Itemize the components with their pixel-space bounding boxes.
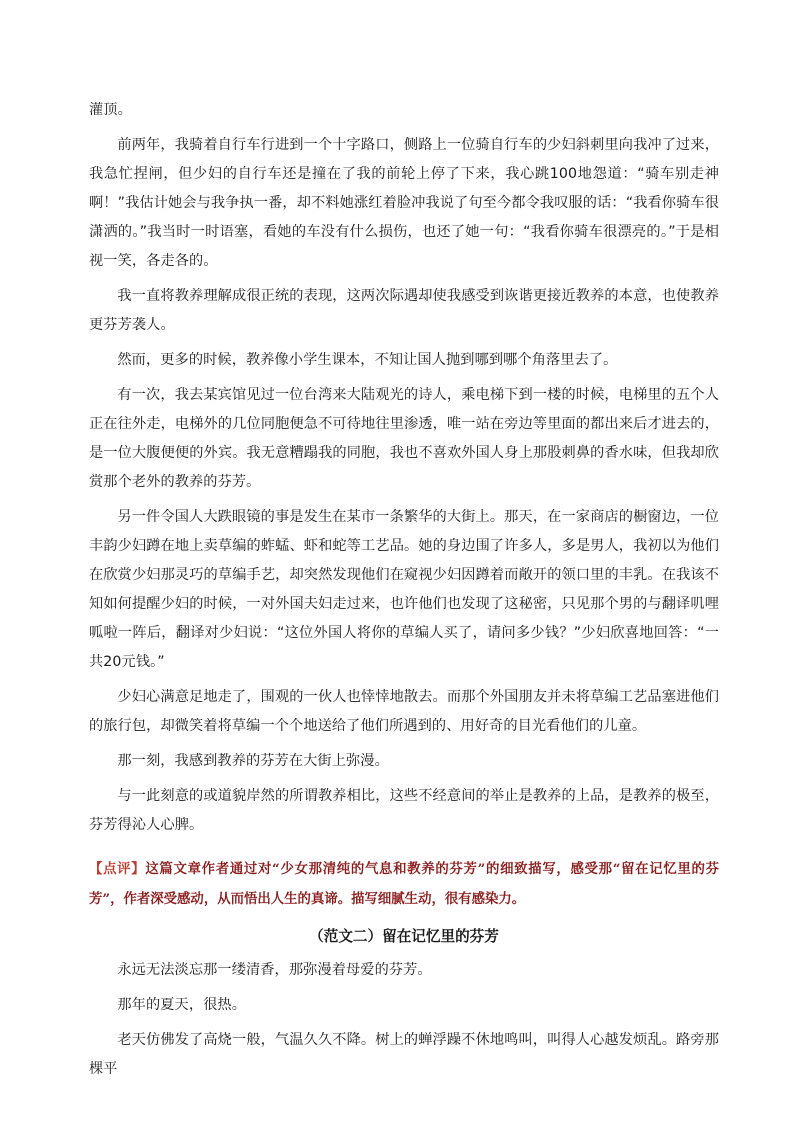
paragraph: 灌顶。 — [89, 102, 132, 118]
paragraph: 有一次，我去某宾馆见过一位台湾来大陆观光的诗人，乘电梯下到一楼的时候，电梯里的五个人正在往外走，电梯外的几位同胞便急不可待地往里渗透，唯一站在旁边等里面的都出来后才进去的，是一位大腹便便的外宾。我无意糟蹋我的同胞，我也不喜欢外国人身上那股刺鼻的香水味，但我却欣赏那个老外的教养的芬芳。 — [89, 387, 719, 490]
comment-tag: 【点评】 — [89, 861, 146, 877]
paragraph: 那年的夏天，很热。 — [117, 997, 246, 1013]
document-body — [89, 96, 719, 1090]
essay-two — [89, 956, 719, 1084]
comment-text: 这篇文章作者通过对“少女那清纯的气息和教养的芬芳”的细致描写，感受那“留在记忆里的芬芳”，作者深受感动，从而悟出人生的真谛。描写细腻生动，很有感染力。 — [89, 861, 719, 907]
paragraph: 我一直将教养理解成很正统的表现，这两次际遇却使我感受到诙谐更接近教养的本意，也使教养更芬芳袭人。 — [89, 288, 719, 333]
paragraph: 永远无法淡忘那一缕清香，那弥漫着母爱的芬芳。 — [117, 962, 432, 978]
paragraph: 少妇心满意足地走了，围观的一伙人也悻悻地散去。而那个外国朋友并未将草编工艺品塞进他们的旅行包，却微笑着将草编一个个地送给了他们所遇到的、用好奇的目光看他们的儿童。 — [89, 689, 719, 734]
paragraph: 老天仿佛发了高烧一般，气温久久不降。树上的蝉浮躁不休地鸣叫，叫得人心越发烦乱。路旁那棵平 — [89, 1032, 719, 1077]
essay-one-continued — [89, 96, 719, 840]
paragraph: 那一刻，我感到教养的芬芳在大街上弥漫。 — [117, 753, 389, 769]
paragraph: 另一件令国人大跌眼镜的事是发生在某市一条繁华的大街上。那天，在一家商店的橱窗边，一位丰韵少妇蹲在地上卖草编的蚱蜢、虾和蛇等工艺品。她的身边围了许多人，多是男人，我初以为他们在欣赏少妇那灵巧的草编手艺，却突然发现他们在窥视少妇因蹲着而敞开的领口里的丰乳。在我该不知如何提醒少妇的时候，一对外国夫妇走过来，也许他们也发现了这秘密，只见那个男的与翻译叽哩呱啦一阵后，翻译对少妇说：“这位外国人将你的草编人买了，请问多少钱？”少妇欣喜地回答：“一共20元钱。” — [89, 509, 719, 670]
paragraph: 然而，更多的时候，教养像小学生课本，不知让国人抛到哪到哪个角落里去了。 — [117, 352, 618, 368]
section-title: （范文二）留在记忆里的芬芳 — [309, 928, 499, 945]
review-comment — [89, 854, 719, 914]
paragraph: 前两年，我骑着自行车行进到一个十字路口，侧路上一位骑自行车的少妇斜刺里向我冲了过来，我急忙捏闸，但少妇的自行车还是撞在了我的前轮上停了下来，我心跳100地怨道：“骑车别走神啊！”我估计她会与我争执一番，却不料她涨红着脸冲我说了句至今都令我叹服的话：“我看你骑车很潇洒的。”我当时一时语塞，看她的车没有什么损伤，也还了她一句：“我看你骑车很漂亮的。”于是相视一笑，各走各的。 — [89, 137, 719, 269]
paragraph: 与一此刻意的或道貌岸然的所谓教养相比，这些不经意间的举止是教养的上品，是教养的极至，芬芳得沁人心脾。 — [89, 788, 719, 833]
